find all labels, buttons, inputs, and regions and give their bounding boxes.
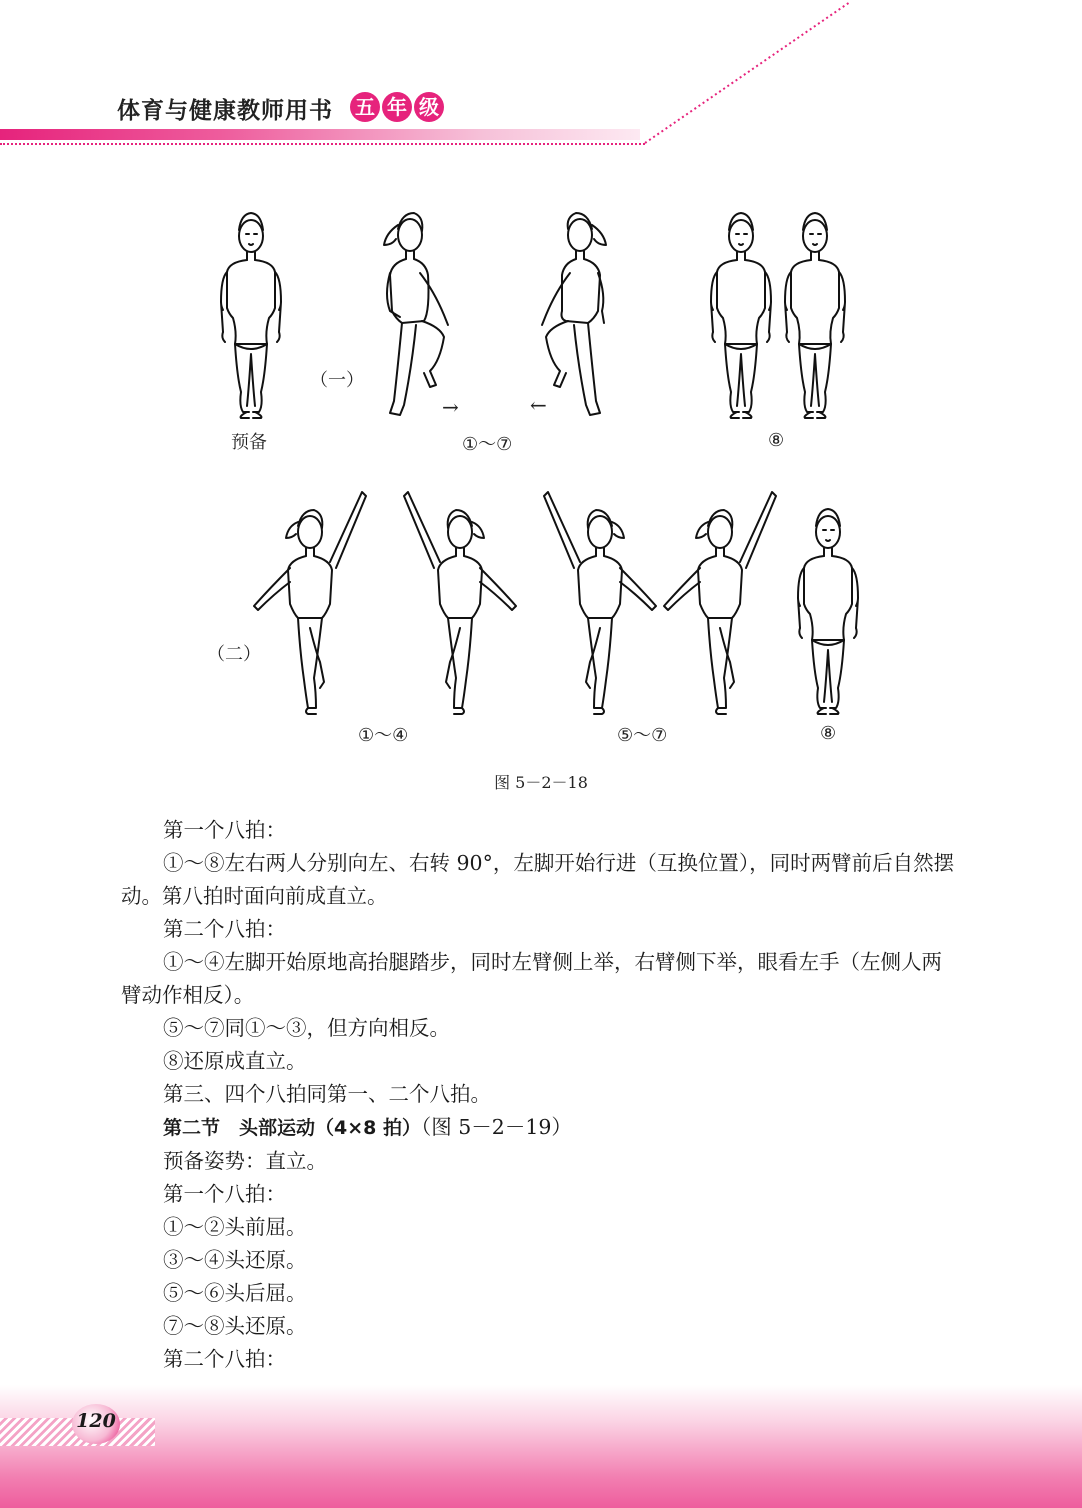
paragraph: 第三、四个八拍同第一、二个八拍。 xyxy=(163,1082,491,1106)
paragraph: 第二个八拍： xyxy=(163,917,286,941)
row2-label: （二） xyxy=(207,644,261,665)
figure-arm-up-1 xyxy=(254,492,366,714)
paragraph: ①～⑧左右两人分别向左、右转 90°，左脚开始行进（互换位置），同时两臂前后自然摆动。第八拍时面向前成直立。 xyxy=(121,851,955,908)
paragraph: ⑦～⑧头还原。 xyxy=(163,1314,307,1338)
figure-stand-final xyxy=(798,509,858,714)
book-title: 体育与健康教师用书 xyxy=(117,98,333,124)
figure-arm-up-2 xyxy=(404,492,516,714)
section-heading-ref: （图 5－2－19） xyxy=(420,1115,572,1139)
paragraph: ①～④左脚开始原地高抬腿踏步，同时左臂侧上举，右臂侧下举，眼看左手（左侧人两臂动作相反）。 xyxy=(121,950,942,1007)
caption-beats-5-7: ⑤～⑦ xyxy=(617,725,668,746)
caption-ready: 预备 xyxy=(231,432,267,453)
paragraph: ③～④头还原。 xyxy=(163,1248,307,1272)
caption-beats-1-7: ①～⑦ xyxy=(462,434,513,455)
grade-char: 级 xyxy=(414,92,444,122)
figure-stand-left xyxy=(711,213,771,418)
caption-beats-1-4: ①～④ xyxy=(358,725,409,746)
arrow-left-icon: ← xyxy=(530,393,547,417)
paragraph: ⑤～⑦同①～③，但方向相反。 xyxy=(163,1016,450,1040)
arrow-right-icon: → xyxy=(442,395,459,419)
section-heading-bold: 第二节 头部运动（4×8 拍） xyxy=(163,1117,421,1139)
figure-arm-up-3 xyxy=(544,492,656,714)
paragraph: 第一个八拍： xyxy=(163,818,286,842)
grade-char: 年 xyxy=(382,92,412,122)
figure-walking-left xyxy=(542,213,606,415)
footer-gradient xyxy=(0,1385,1082,1508)
row1-label: （一） xyxy=(310,370,364,391)
figure-walking-right xyxy=(384,213,448,415)
section-heading xyxy=(121,1111,956,1145)
figure-ready-stance xyxy=(221,213,281,418)
paragraph: ⑧还原成直立。 xyxy=(163,1049,307,1073)
paragraph: 第一个八拍： xyxy=(163,1182,286,1206)
paragraph: ⑤～⑥头后屈。 xyxy=(163,1281,307,1305)
body-text xyxy=(121,814,956,1376)
grade-char: 五 xyxy=(350,92,380,122)
figure-caption: 图 5－2－18 xyxy=(494,773,588,792)
caption-beat-8: ⑧ xyxy=(768,430,785,451)
page-number: 120 xyxy=(76,1410,116,1432)
caption-beat-8-row2: ⑧ xyxy=(820,723,837,744)
paragraph: ①～②头前屈。 xyxy=(163,1215,307,1239)
paragraph: 第二个八拍： xyxy=(163,1347,286,1371)
figure-arm-up-4 xyxy=(664,492,776,714)
figure-stand-right xyxy=(785,213,845,418)
paragraph: 预备姿势：直立。 xyxy=(163,1149,327,1173)
